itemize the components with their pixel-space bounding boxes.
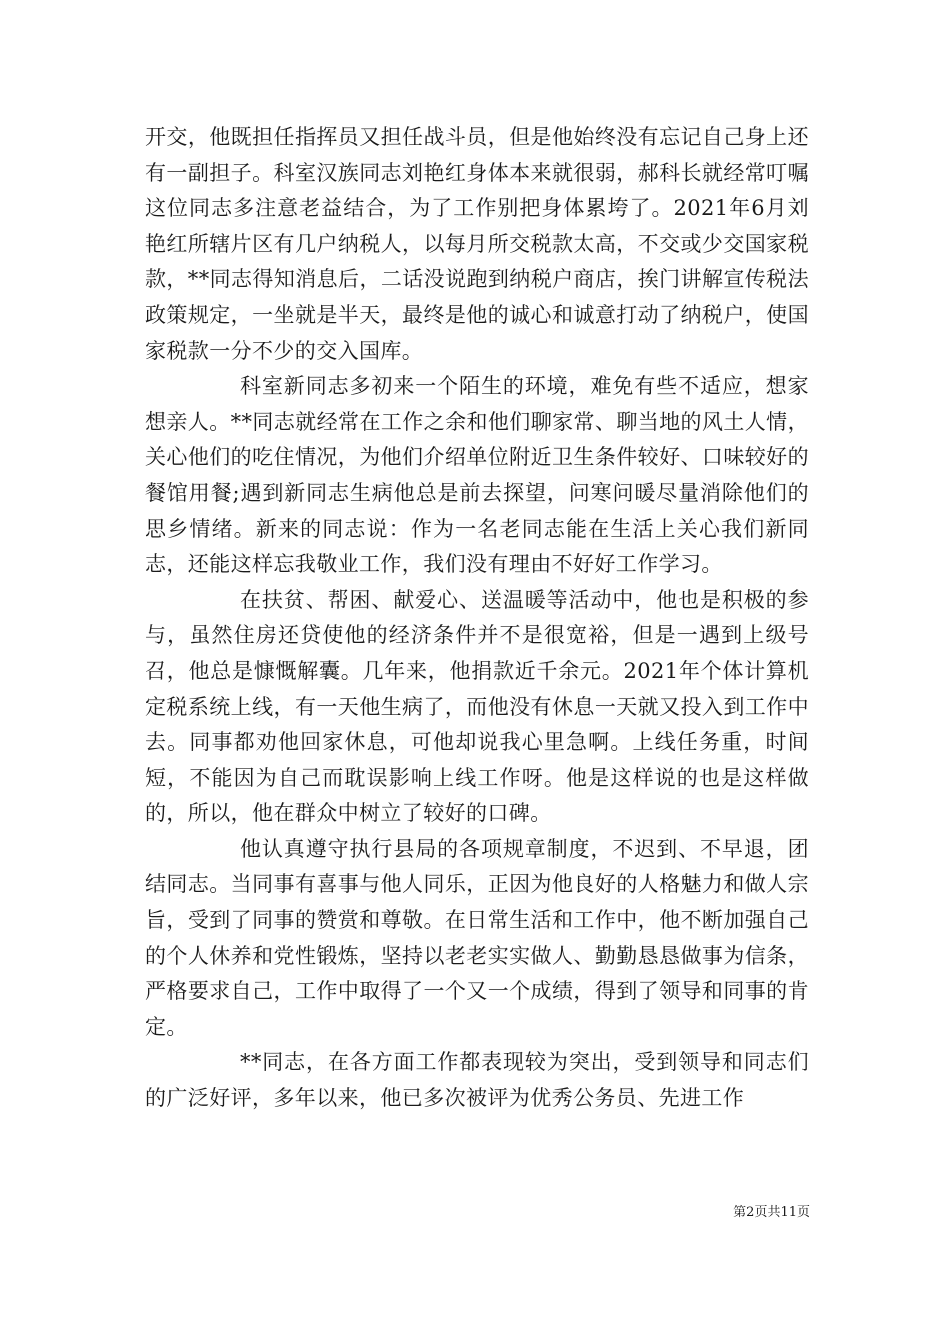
- paragraph-charity: 在扶贫、帮困、献爱心、送温暖等活动中，他也是积极的参与，虽然住房还贷使他的经济条件并不是很宽裕，但是一遇到上级号召，他总是慷慨解囊。几年来，他捐款近千余元。2021年个体计算机定税系统上线，有一天他生病了，而他没有休息一天就又投入到工作中去。同事都劝他回家休息，可他却说我心里急啊。上线任务重，时间短，不能因为自己而耽误影响上线工作呀。他是这样说的也是这样做的，所以，他在群众中树立了较好的口碑。: [145, 587, 809, 826]
- paragraph-discipline: 他认真遵守执行县局的各项规章制度，不迟到、不早退，团结同志。当同事有喜事与他人同乐，正因为他良好的人格魅力和做人宗旨，受到了同事的赞赏和尊敬。在日常生活和工作中，他不断加强自己的个人休养和党性锻炼，坚持以老老实实做人、勤勤恳恳做事为信条，严格要求自己，工作中取得了一个又一个成绩，得到了领导和同事的肯定。: [145, 836, 809, 1039]
- paragraph-summary: **同志，在各方面工作都表现较为突出，受到领导和同志们的广泛好评，多年以来，他已多次被评为优秀公务员、先进工作: [145, 1050, 809, 1111]
- document-body: [145, 120, 809, 1117]
- paragraph-continued: 开交，他既担任指挥员又担任战斗员，但是他始终没有忘记自己身上还有一副担子。科室汉族同志刘艳红身体本来就很弱，郝科长就经常叮嘱这位同志多注意老益结合，为了工作别把身体累垮了。2021年6月刘艳红所辖片区有几户纳税人，以每月所交税款太高，不交或少交国家税款，**同志得知消息后，二话没说跑到纳税户商店，挨门讲解宣传税法政策规定，一坐就是半天，最终是他的诚心和诚意打动了纳税户，使国家税款一分不少的交入国库。: [145, 125, 809, 363]
- paragraph-new-colleagues: 科室新同志多初来一个陌生的环境，难免有些不适应，想家想亲人。**同志就经常在工作之余和他们聊家常、聊当地的风土人情，关心他们的吃住情况，为他们介绍单位附近卫生条件较好、口味较好的餐馆用餐;遇到新同志生病他总是前去探望，问寒问暖尽量消除他们的思乡情绪。新来的同志说：作为一名老同志能在生活上关心我们新同志，还能这样忘我敬业工作，我们没有理由不好好工作学习。: [145, 374, 809, 577]
- page-number-footer: 第2页共11页: [733, 1205, 810, 1220]
